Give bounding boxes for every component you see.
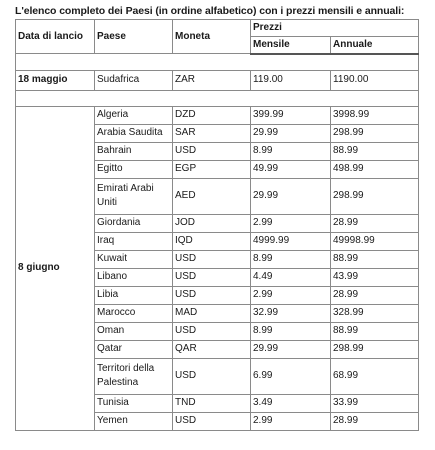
spacer-row [16,54,419,71]
country-cell: Emirati Arabi Uniti [95,178,173,214]
annual-price-cell: 28.99 [331,412,419,430]
monthly-price-cell: 2.99 [251,412,331,430]
monthly-price-cell: 3.49 [251,394,331,412]
annual-price-cell: 3998.99 [331,106,419,124]
spacer-cell [16,90,419,106]
monthly-price-cell: 8.99 [251,250,331,268]
spacer-cell [16,54,419,71]
table-row [16,106,419,124]
monthly-price-cell: 4.49 [251,268,331,286]
country-cell: Tunisia [95,394,173,412]
header-currency: Moneta [173,20,251,54]
currency-cell: USD [173,412,251,430]
monthly-price-cell: 6.99 [251,358,331,394]
currency-cell: USD [173,322,251,340]
country-cell: Qatar [95,340,173,358]
page-heading: L'elenco completo dei Paesi (in ordine alfabetico) con i prezzi mensili e annuali: [15,5,405,17]
annual-price-cell: 49998.99 [331,232,419,250]
launch-date-cell: 8 giugno [16,106,95,430]
currency-cell: AED [173,178,251,214]
currency-cell: QAR [173,340,251,358]
currency-cell: ZAR [173,70,251,90]
annual-price-cell: 28.99 [331,214,419,232]
country-cell: Libia [95,286,173,304]
monthly-price-cell: 32.99 [251,304,331,322]
currency-cell: USD [173,286,251,304]
monthly-price-cell: 29.99 [251,124,331,142]
currency-cell: USD [173,358,251,394]
header-annual: Annuale [331,37,419,54]
country-cell: Libano [95,268,173,286]
country-cell: Algeria [95,106,173,124]
annual-price-cell: 28.99 [331,286,419,304]
currency-cell: SAR [173,124,251,142]
monthly-price-cell: 2.99 [251,214,331,232]
monthly-price-cell: 49.99 [251,160,331,178]
country-cell: Iraq [95,232,173,250]
annual-price-cell: 43.99 [331,268,419,286]
country-cell: Bahrain [95,142,173,160]
country-cell: Yemen [95,412,173,430]
currency-cell: USD [173,268,251,286]
monthly-price-cell: 2.99 [251,286,331,304]
annual-price-cell: 1190.00 [331,70,419,90]
currency-cell: USD [173,250,251,268]
annual-price-cell: 328.99 [331,304,419,322]
header-launch-date: Data di lancio [16,20,95,54]
monthly-price-cell: 8.99 [251,322,331,340]
annual-price-cell: 88.99 [331,322,419,340]
spacer-row [16,90,419,106]
monthly-price-cell: 4999.99 [251,232,331,250]
country-cell: Sudafrica [95,70,173,90]
annual-price-cell: 298.99 [331,340,419,358]
country-cell: Giordania [95,214,173,232]
annual-price-cell: 88.99 [331,142,419,160]
country-cell: Territori della Palestina [95,358,173,394]
country-cell: Kuwait [95,250,173,268]
header-prices: Prezzi [251,20,419,37]
annual-price-cell: 88.99 [331,250,419,268]
monthly-price-cell: 8.99 [251,142,331,160]
header-monthly: Mensile [251,37,331,54]
annual-price-cell: 298.99 [331,124,419,142]
currency-cell: EGP [173,160,251,178]
country-cell: Egitto [95,160,173,178]
annual-price-cell: 498.99 [331,160,419,178]
currency-cell: JOD [173,214,251,232]
annual-price-cell: 298.99 [331,178,419,214]
annual-price-cell: 33.99 [331,394,419,412]
country-cell: Arabia Saudita [95,124,173,142]
currency-cell: MAD [173,304,251,322]
header-country: Paese [95,20,173,54]
country-cell: Marocco [95,304,173,322]
launch-date-cell: 18 maggio [16,70,95,90]
annual-price-cell: 68.99 [331,358,419,394]
table-body [16,54,419,431]
currency-cell: IQD [173,232,251,250]
country-cell: Oman [95,322,173,340]
currency-cell: TND [173,394,251,412]
currency-cell: DZD [173,106,251,124]
currency-cell: USD [173,142,251,160]
monthly-price-cell: 399.99 [251,106,331,124]
monthly-price-cell: 29.99 [251,340,331,358]
monthly-price-cell: 119.00 [251,70,331,90]
price-table [15,19,419,431]
monthly-price-cell: 29.99 [251,178,331,214]
table-row [16,70,419,90]
